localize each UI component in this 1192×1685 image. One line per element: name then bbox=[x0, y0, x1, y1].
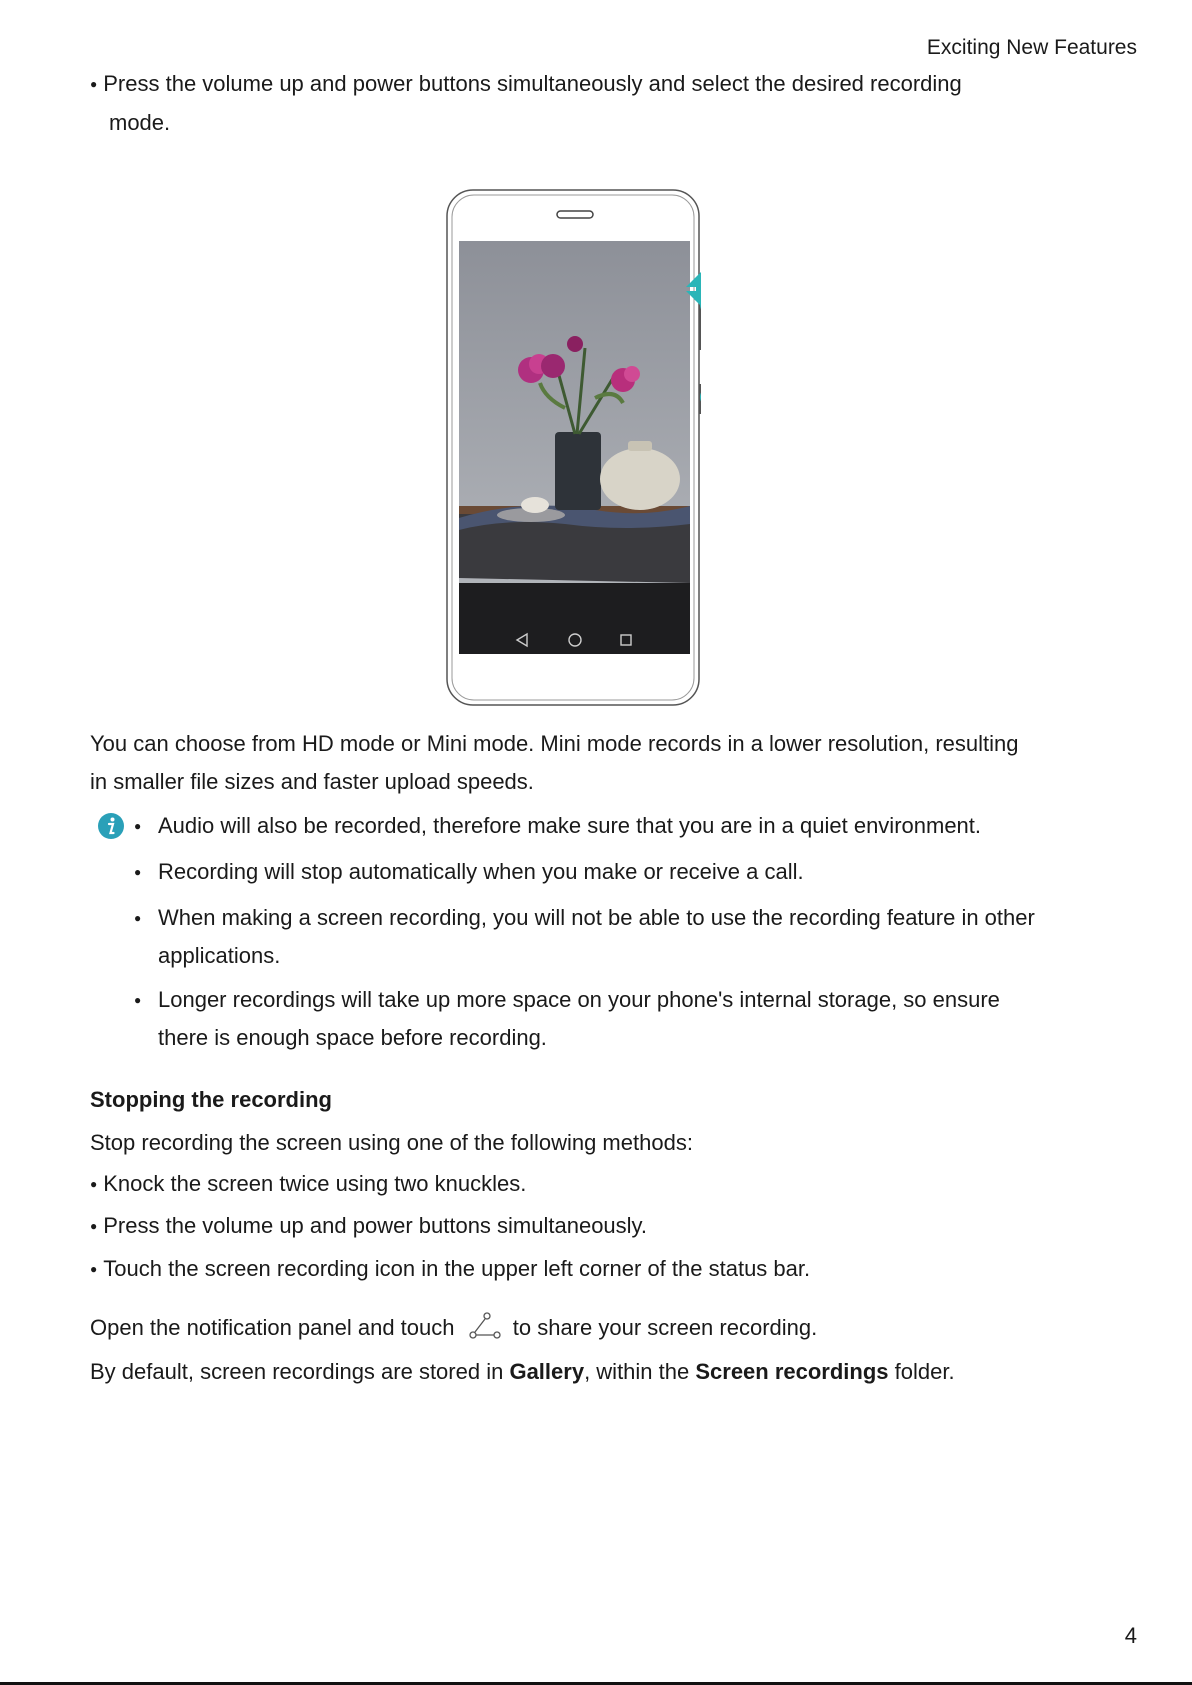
note-item-4: Longer recordings will take up more space on your phone's internal storage, so ensure bbox=[158, 987, 1000, 1012]
note-item-1: Audio will also be recorded, therefore make sure that you are in a quiet environment. bbox=[158, 813, 982, 838]
mode-paragraph-line2: in smaller file sizes and faster upload speeds. bbox=[90, 769, 534, 794]
note-item-3-cont: applications. bbox=[158, 943, 281, 968]
note-item-3: When making a screen recording, you will not be able to use the recording feature in other bbox=[158, 905, 1035, 930]
method-item-1: ● Knock the screen twice using two knuckles. bbox=[90, 1165, 526, 1206]
storage-note: By default, screen recordings are stored in Gallery, within the Screen recordings folder. bbox=[90, 1359, 955, 1384]
stopping-intro: Stop recording the screen using one of the following methods: bbox=[90, 1130, 693, 1155]
section-heading: Stopping the recording bbox=[90, 1087, 332, 1112]
method-item-3: ● Touch the screen recording icon in the upper left corner of the status bar. bbox=[90, 1250, 810, 1291]
intro-bullet-line1: ● Press the volume up and power buttons simultaneously and select the desired recording bbox=[90, 65, 962, 106]
note-item-2: Recording will stop automatically when you make or receive a call. bbox=[158, 859, 804, 884]
method-item-2: ● Press the volume up and power buttons simultaneously. bbox=[90, 1207, 647, 1248]
section-header: Exciting New Features bbox=[926, 36, 1137, 59]
note-item-4-cont: there is enough space before recording. bbox=[158, 1025, 547, 1050]
intro-bullet-line2: mode. bbox=[109, 110, 171, 135]
share-instruction: Open the notification panel and touch to share your screen recording. bbox=[90, 1309, 817, 1347]
gallery-label: Gallery bbox=[509, 1359, 585, 1384]
phone-illustration bbox=[445, 188, 701, 708]
page-number: 4 bbox=[1124, 1623, 1137, 1648]
info-icon bbox=[97, 812, 125, 840]
share-icon bbox=[467, 1311, 501, 1341]
mode-paragraph-line1: You can choose from HD mode or Mini mode. Mini mode records in a lower resolution, resulting bbox=[90, 731, 1019, 756]
screen-recordings-label: Screen recordings bbox=[695, 1359, 889, 1384]
phone-screen bbox=[459, 241, 690, 654]
